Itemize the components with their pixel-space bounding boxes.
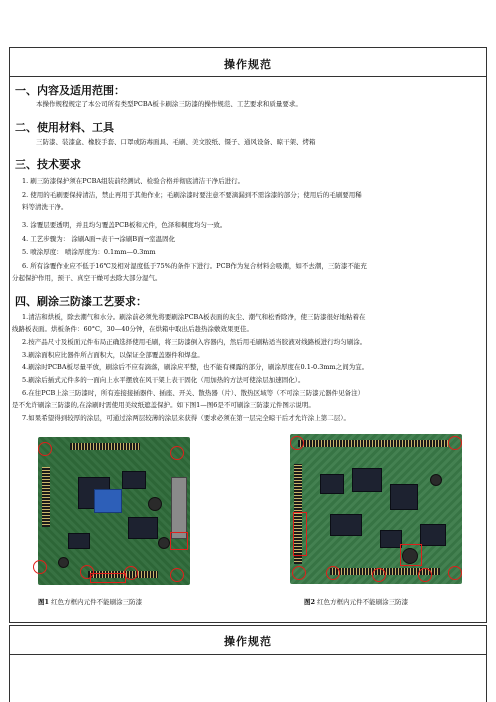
section-heading-materials: 二、使用材料、工具 <box>15 121 114 134</box>
tech-item: 1. 刷三防漆保护须在PCBA组装前经测试、检验合格并彻底清洁干净后进行。 <box>22 177 245 185</box>
divider <box>9 654 487 655</box>
page-title: 操作规范 <box>224 58 272 71</box>
figure-caption-2 <box>304 597 408 606</box>
process-item: 3.刷涂面积应比器件所占面积大，以保证全部覆盖器件和焊盘。 <box>22 351 204 359</box>
highlight-circle <box>372 568 386 582</box>
pcb-photo-1 <box>38 437 190 585</box>
highlight-circle <box>124 566 138 580</box>
process-item: 是不允许刷涂三防漆的,在涂刷时需使用美纹纸遮盖保护。如下图1—图6是不可刷涂三防漆元件图示说明。 <box>12 401 315 409</box>
process-item: 1.清洁和烘板，除去潮气和水分。刷涂前必须先将要刷涂PCBA板表面的灰尘、潮气和松香除净，使三防漆很好地粘着在 <box>22 313 366 321</box>
tech-item: 3. 涂覆层要透明，并且均匀覆盖PCB板和元件，色泽和稠度均匀一致。 <box>22 221 227 229</box>
tech-item: 5. 喷涂厚度： 喷涂厚度为：0.1mm—0.3mm <box>22 248 156 256</box>
figure-label: 图1 <box>38 598 50 606</box>
tech-item: 4. 工艺步骤为： 涂刷A面→表干→涂刷B面→室温固化 <box>22 235 176 243</box>
figure-caption-1 <box>38 597 142 606</box>
divider <box>9 76 487 77</box>
highlight-circle <box>326 566 340 580</box>
highlight-circle <box>448 436 462 450</box>
process-item: 6.在往PCB上涂三防漆时，所有连接接插器件、插座、开关、散热器（片）、散热区域等（不可涂三防漆元器件见备注） <box>22 389 365 397</box>
process-item: 4.刷涂时PCBA板尽量平放，刷涂后不应有滴落，刷涂应平整，也不能有裸露的部分，刷涂厚度在0.1-0.3mm之间为宜。 <box>22 363 369 371</box>
section-heading-tech: 三、技术要求 <box>15 158 81 171</box>
highlight-box <box>170 532 188 550</box>
highlight-box <box>400 544 422 566</box>
section-body-scope: 本操作规程规定了本公司所有类型PCBA板卡刷涂三防漆的操作规范、工艺要求和质量要求。 <box>36 100 302 108</box>
process-item: 7.如果希望得到较厚的涂层，可通过涂两层较薄的涂层来获得（要求必须在第一层完全晾干后才允许涂上第二层）。 <box>22 414 350 422</box>
highlight-circle <box>38 442 52 456</box>
figure-caption-text: 红色方框内元件不能刷涂三防漆 <box>317 598 409 606</box>
section-heading-scope: 一、内容及适用范围： <box>15 84 125 97</box>
highlight-circle <box>292 566 306 580</box>
page-title-next: 操作规范 <box>224 635 272 648</box>
figure-label: 图2 <box>304 598 316 606</box>
highlight-circle <box>33 560 47 574</box>
highlight-box <box>90 573 126 583</box>
highlight-box <box>293 512 307 556</box>
section-heading-process: 四、刷涂三防漆工艺要求： <box>15 295 147 308</box>
highlight-circle <box>290 436 304 450</box>
section-body-materials: 三防漆、装漆盒、橡胶手套、口罩或防毒面具、毛刷、美文胶纸、镊子、通风设备、晾干架、烤箱 <box>36 138 316 146</box>
tech-item: 料等清洗干净。 <box>22 203 68 211</box>
highlight-circle <box>418 568 432 582</box>
pcb-photo-2 <box>290 434 462 584</box>
tech-item: 6. 所有涂覆作业应不低于16℃及相对湿度低于75%的条件下进行。PCB作为复合材料会吸潮，如不去潮，三防漆不能充 <box>22 262 367 270</box>
process-item: 线路板表面。烘板条件：60°C，30—40分钟，在烘箱中取出后趁热涂敷效果更佳。 <box>12 325 254 333</box>
tech-item: 分起保护作用，预干、真空干燥可去除大部分湿气。 <box>12 274 162 282</box>
figure-caption-text: 红色方框内元件不能刷涂三防漆 <box>51 598 143 606</box>
tech-item: 2. 使用的毛刷要保持清洁，禁止再用于其他作业；毛刷涂漆时要注意不要滴漏到不需涂漆的部分；使用后的毛刷要用稀 <box>22 191 362 199</box>
highlight-circle <box>170 446 184 460</box>
process-item: 2.按产品尺寸及板面元件布局正确选择使用毛刷，将三防漆倒入容器内，然后用毛刷粘适当胶液对线路板进行均匀刷涂。 <box>22 338 367 346</box>
process-item: 5.刷涂后插式元件多的一面向上水平摆放在风干架上表干固化（用加热的方法可使涂层加速固化）。 <box>22 376 305 384</box>
highlight-circle <box>448 566 462 580</box>
highlight-circle <box>170 568 184 582</box>
